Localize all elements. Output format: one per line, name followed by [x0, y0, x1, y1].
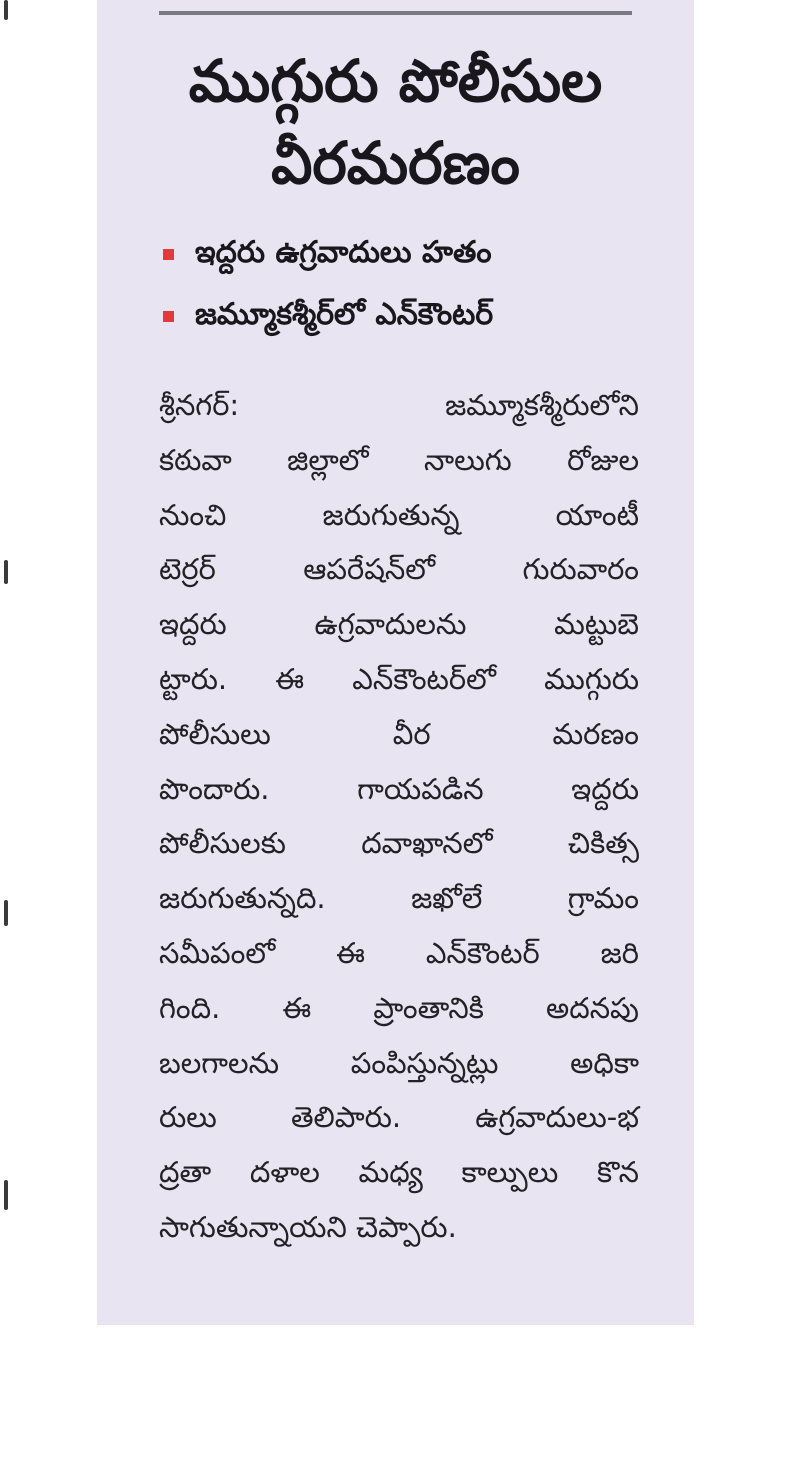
- body-line: సాగుతున్నాయని చెప్పారు.: [159, 1209, 457, 1244]
- body-line: కఠువా జిల్లాలో నాలుగు రోజుల: [159, 442, 639, 477]
- news-article: [97, 0, 694, 1325]
- body-line: ద్రతా దళాల మధ్య కాల్పులు కొన: [159, 1155, 639, 1190]
- body-line: బలగాలను పంపిస్తున్నట్లు అధికా: [159, 1045, 639, 1080]
- body-line: రులు తెలిపారు. ఉగ్రవాదులు-భ: [159, 1100, 639, 1135]
- headline-line-1: ముగ్గురు పోలీసుల: [188, 47, 603, 115]
- bullet-text: జమ్మూకశ్మీర్‌లో ఎన్‌కౌంటర్: [195, 297, 494, 332]
- square-bullet-icon: [163, 249, 174, 260]
- body-line: గింది. ఈ ప్రాంతానికి అదనపు: [159, 990, 639, 1025]
- subheadline-bullet: [159, 284, 679, 346]
- article-headline: [117, 40, 674, 204]
- top-divider-rule: [159, 11, 632, 15]
- subheadline-bullet: [159, 222, 679, 284]
- body-line: నుంచి జరుగుతున్న యాంటీ: [159, 497, 639, 532]
- subheadline-bullets: [159, 222, 679, 346]
- article-body: [159, 378, 639, 1255]
- body-line: టెర్రర్ ఆపరేషన్‌లో గురువారం: [159, 552, 639, 587]
- body-line: శ్రీనగర్: జమ్మూకశ్మీరులోని: [159, 388, 639, 422]
- body-line: ట్టారు. ఈ ఎన్‌కౌంటర్‌లో ముగ్గురు: [159, 661, 639, 696]
- edge-mark: [4, 1180, 8, 1210]
- headline-line-2: వీరమరణం: [271, 129, 520, 197]
- edge-mark: [4, 0, 8, 20]
- body-line: ఇద్దరు ఉగ్రవాదులను మట్టుబె: [159, 607, 639, 642]
- body-line: సమీపంలో ఈ ఎన్‌కౌంటర్ జరి: [159, 935, 639, 970]
- bullet-text: ఇద్దరు ఉగ్రవాదులు హతం: [195, 235, 492, 270]
- body-line: పోలీసులకు దవాఖానలో చికిత్స: [159, 826, 639, 861]
- edge-mark: [4, 900, 8, 926]
- square-bullet-icon: [163, 311, 174, 322]
- body-line: పొందారు. గాయపడిన ఇద్దరు: [159, 771, 639, 806]
- body-line: జరుగుతున్నది. జఖోలే గ్రామం: [159, 881, 639, 916]
- scan-edge-marks: [0, 0, 14, 1484]
- edge-mark: [4, 560, 8, 584]
- body-line: పోలీసులు వీర మరణం: [159, 716, 639, 751]
